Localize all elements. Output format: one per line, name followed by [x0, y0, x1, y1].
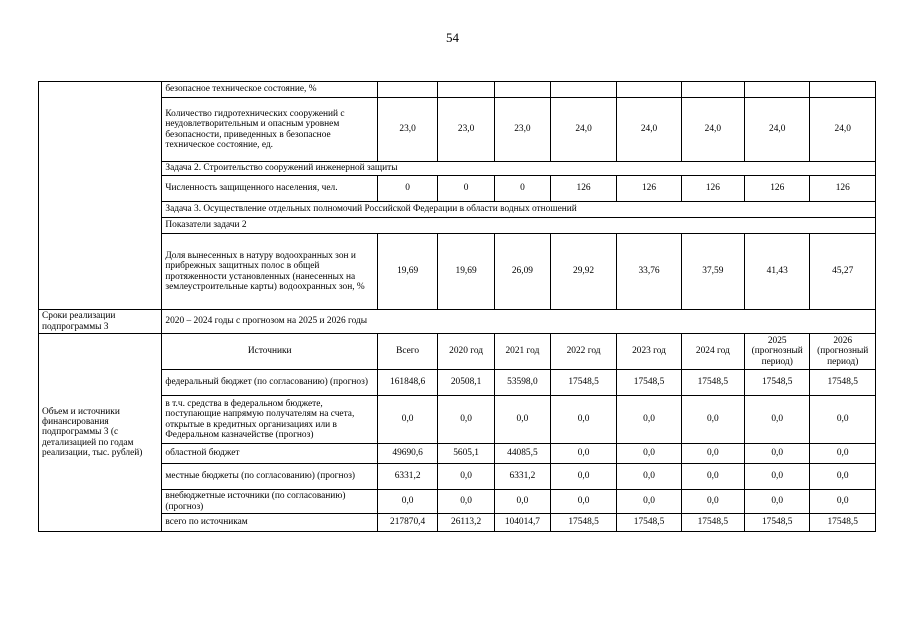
task-row — [39, 202, 876, 218]
task-indicators-heading: Показатели задачи 2 — [162, 218, 876, 234]
terms-label: Сроки реализации подпрограммы 3 — [39, 310, 162, 334]
indicator-value: 126 — [745, 176, 810, 202]
finance-value: 0,0 — [810, 396, 876, 444]
finance-total-value: 17548,5 — [745, 514, 810, 532]
finance-header: 2025 (прогнозный период) — [745, 334, 810, 370]
indicator-value — [745, 82, 810, 98]
finance-value: 6331,2 — [378, 464, 438, 490]
finance-value: 17548,5 — [745, 370, 810, 396]
finance-total-value: 217870,4 — [378, 514, 438, 532]
indicator-value: 126 — [681, 176, 744, 202]
finance-value: 53598,0 — [495, 370, 551, 396]
indicator-label: Количество гидротехнических сооружений с неудовлетворительным и опасным уровнем безопасности, приведенных в безопасное техническое состояние, ед. — [162, 98, 378, 162]
indicator-value: 37,59 — [681, 234, 744, 310]
indicator-value: 24,0 — [681, 98, 744, 162]
indicator-value — [495, 82, 551, 98]
task-heading: Задача 3. Осуществление отдельных полномочий Российской Федерации в области водных отношений — [162, 202, 876, 218]
finance-value: 0,0 — [438, 464, 495, 490]
indicator-value: 26,09 — [495, 234, 551, 310]
finance-header: 2023 год — [617, 334, 681, 370]
finance-value: 0,0 — [550, 396, 617, 444]
finance-header-row — [39, 334, 876, 370]
finance-source: областной бюджет — [162, 444, 378, 464]
finance-value: 0,0 — [681, 490, 744, 514]
finance-value: 0,0 — [681, 444, 744, 464]
finance-source: в т.ч. средства в федеральном бюджете, поступающие напрямую получателям на счета, открытые в кредитных организациях или в Федеральном казначействе (прогноз) — [162, 396, 378, 444]
finance-value: 0,0 — [550, 490, 617, 514]
indicator-value — [617, 82, 681, 98]
finance-value: 0,0 — [617, 490, 681, 514]
indicator-value — [550, 82, 617, 98]
finance-value: 0,0 — [617, 444, 681, 464]
indicator-label: Доля вынесенных в натуру водоохранных зон и прибрежных защитных полос в общей протяженности установленных (нанесенных на землеустроительные карты) водоохранных зон, % — [162, 234, 378, 310]
finance-value: 0,0 — [378, 490, 438, 514]
indicator-value: 33,76 — [617, 234, 681, 310]
finance-label: Объем и источники финансирования подпрограммы 3 (с детализацией по годам реализации, тыс. рублей) — [39, 334, 162, 532]
finance-value: 0,0 — [745, 490, 810, 514]
finance-header: 2020 год — [438, 334, 495, 370]
finance-value: 0,0 — [681, 464, 744, 490]
finance-value: 161848,6 — [378, 370, 438, 396]
finance-row — [39, 490, 876, 514]
finance-value: 17548,5 — [550, 370, 617, 396]
indicator-row — [39, 82, 876, 98]
indicator-value: 126 — [810, 176, 876, 202]
finance-value: 0,0 — [550, 444, 617, 464]
finance-value: 5605,1 — [438, 444, 495, 464]
indicator-value: 23,0 — [378, 98, 438, 162]
finance-total-value: 17548,5 — [550, 514, 617, 532]
indicator-value: 45,27 — [810, 234, 876, 310]
indicator-value: 23,0 — [495, 98, 551, 162]
finance-value: 0,0 — [745, 396, 810, 444]
indicator-label: безопасное техническое состояние, % — [162, 82, 378, 98]
indicator-value: 23,0 — [438, 98, 495, 162]
finance-value: 49690,6 — [378, 444, 438, 464]
finance-value: 0,0 — [810, 444, 876, 464]
indicator-value: 24,0 — [550, 98, 617, 162]
task-row — [39, 162, 876, 176]
finance-value: 0,0 — [438, 396, 495, 444]
finance-header: Источники — [162, 334, 378, 370]
finance-header: 2021 год — [495, 334, 551, 370]
finance-row — [39, 370, 876, 396]
finance-header: 2022 год — [550, 334, 617, 370]
finance-source: местные бюджеты (по согласованию) (прогноз) — [162, 464, 378, 490]
finance-total-value: 26113,2 — [438, 514, 495, 532]
finance-value: 44085,5 — [495, 444, 551, 464]
terms-row — [39, 310, 876, 334]
indicator-value: 24,0 — [617, 98, 681, 162]
side-cell-empty — [39, 82, 162, 310]
indicator-row — [39, 234, 876, 310]
finance-total-value: 17548,5 — [810, 514, 876, 532]
indicator-value: 24,0 — [810, 98, 876, 162]
finance-total-label: всего по источникам — [162, 514, 378, 532]
indicator-row — [39, 98, 876, 162]
indicator-value: 0 — [438, 176, 495, 202]
page-number: 54 — [446, 30, 459, 45]
indicator-value: 0 — [495, 176, 551, 202]
finance-value: 0,0 — [745, 444, 810, 464]
finance-value: 20508,1 — [438, 370, 495, 396]
finance-row — [39, 444, 876, 464]
indicator-label: Численность защищенного населения, чел. — [162, 176, 378, 202]
indicator-value: 0 — [378, 176, 438, 202]
finance-header: 2024 год — [681, 334, 744, 370]
indicator-value: 19,69 — [438, 234, 495, 310]
indicator-value: 41,43 — [745, 234, 810, 310]
indicator-value — [378, 82, 438, 98]
finance-header: 2026 (прогнозный период) — [810, 334, 876, 370]
finance-value: 0,0 — [681, 396, 744, 444]
finance-source: внебюджетные источники (по согласованию) (прогноз) — [162, 490, 378, 514]
finance-header: Всего — [378, 334, 438, 370]
task-heading: Задача 2. Строительство сооружений инженерной защиты — [162, 162, 876, 176]
finance-value: 0,0 — [378, 396, 438, 444]
finance-total-value: 104014,7 — [495, 514, 551, 532]
finance-total-row — [39, 514, 876, 532]
finance-row — [39, 396, 876, 444]
finance-value: 0,0 — [617, 396, 681, 444]
finance-value: 0,0 — [810, 464, 876, 490]
finance-source: федеральный бюджет (по согласованию) (прогноз) — [162, 370, 378, 396]
indicator-value — [438, 82, 495, 98]
finance-value: 0,0 — [745, 464, 810, 490]
indicator-value: 19,69 — [378, 234, 438, 310]
indicator-value: 126 — [617, 176, 681, 202]
indicator-value — [681, 82, 744, 98]
indicator-value: 24,0 — [745, 98, 810, 162]
finance-value: 0,0 — [495, 490, 551, 514]
finance-value: 0,0 — [550, 464, 617, 490]
finance-total-value: 17548,5 — [617, 514, 681, 532]
finance-value: 6331,2 — [495, 464, 551, 490]
indicator-value: 29,92 — [550, 234, 617, 310]
finance-total-value: 17548,5 — [681, 514, 744, 532]
terms-value: 2020 – 2024 годы с прогнозом на 2025 и 2026 годы — [162, 310, 876, 334]
finance-value: 0,0 — [495, 396, 551, 444]
finance-value: 17548,5 — [681, 370, 744, 396]
finance-value: 17548,5 — [810, 370, 876, 396]
indicator-value: 126 — [550, 176, 617, 202]
task-row — [39, 218, 876, 234]
finance-value: 0,0 — [810, 490, 876, 514]
finance-value: 0,0 — [617, 464, 681, 490]
finance-row — [39, 464, 876, 490]
indicator-row — [39, 176, 876, 202]
finance-value: 17548,5 — [617, 370, 681, 396]
indicator-value — [810, 82, 876, 98]
finance-value: 0,0 — [438, 490, 495, 514]
subprogram-table — [38, 81, 876, 532]
